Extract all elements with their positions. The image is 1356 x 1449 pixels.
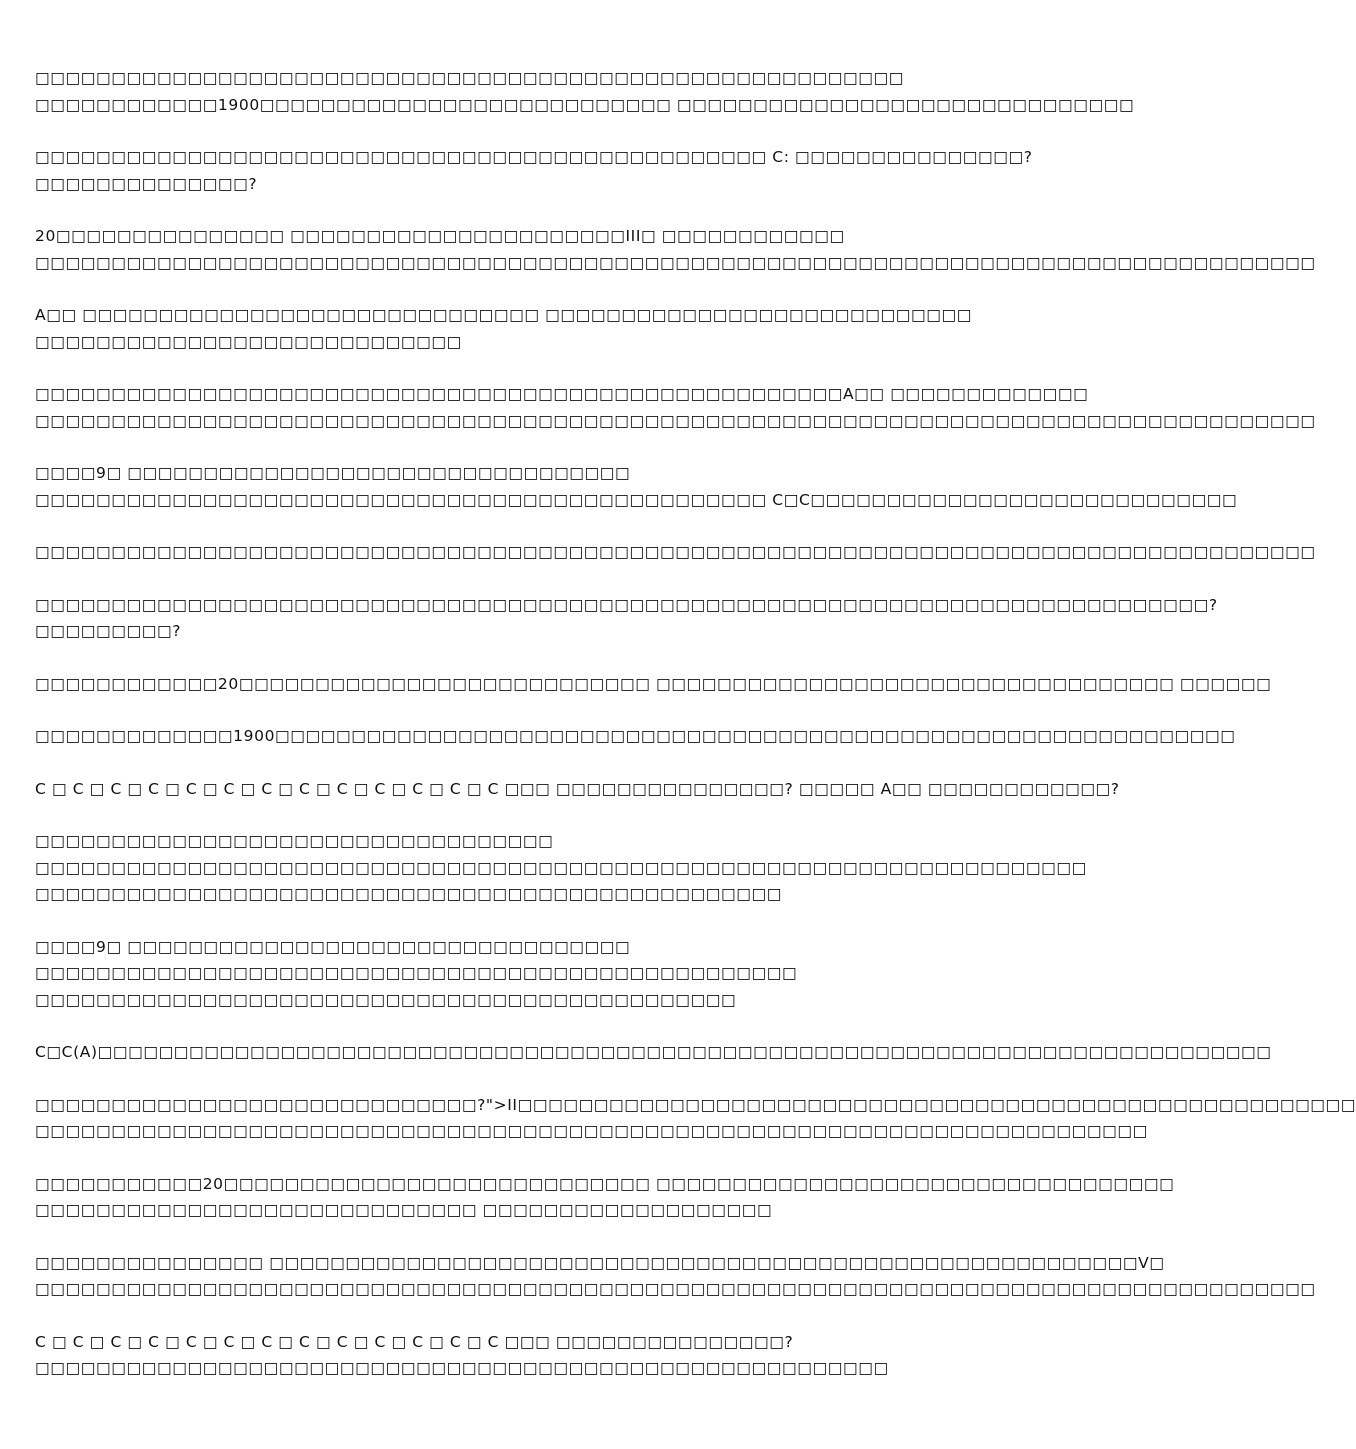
paragraph (35, 776, 1120, 803)
text-line: □□□□□□□□□□□□□□□□□□□□□□□□□□□□□□□□□□□□□□□□□□□□□□□□ C□C□□□□□□□□□□□□□□□□□□□□□□□□□□□□ (35, 490, 1238, 509)
paragraph (35, 671, 1272, 698)
text-line: □□□□□□□□□□□□□□□□□□□□□□□□□□□□□□□□□□□□□□□□□□□□□□□□□□□□□□□□□ (35, 69, 904, 87)
text-line: 20□□□□□□□□□□□□□□□ □□□□□□□□□□□□□□□□□□□□□□III□ □□□□□□□□□□□□ (35, 227, 845, 245)
text-line: □□□□□□□□□□□□□□□□□□□□□□□□□□□□□□□□□□□□□□□□□□□□□□□□□□□□□A□□ □□□□□□□□□□□□□ (35, 385, 1089, 403)
text-line: □□□□□□□□□□□□□□□□□□□□□□□□□□□□□?">II□□□□□□□□□□□□□□□□□□□□□□□□□□□□□□□□□□□□□□□□□□□□□□□□□□□□□□□ (35, 1095, 1356, 1114)
text-line: □□□□□□□□□□□□□□□□□□□□□□□□□□□□□□□□□□□□□□□□□□□□□□□□□□□□□□□□□□□□□□□□□□□□□□□□□□□□□□□□□□□□ (35, 543, 1316, 561)
text-line: □□□□□□□□□□□□□□□□□□□□□□□□□□□□□□□□□□□□□□□□□□□□□□□□□□□□□□□□□□□□□□□□□□□□□□□□□ (35, 1122, 1148, 1140)
paragraph (35, 1250, 1316, 1303)
paragraph (35, 223, 1316, 276)
paragraph (35, 1092, 1356, 1145)
text-line: □□□□□□□□□□□□□□□□□□□□□□□□□□□□□□□□□□□□□□□□□□□□□□□□□ (35, 885, 782, 903)
text-line: □□□□□□□□□□□□□□□□□□□□□□□□□□□□□ □□□□□□□□□□□□□□□□□□□ (35, 1201, 773, 1219)
document-body (35, 65, 1356, 1408)
paragraph (35, 65, 1135, 118)
text-line: □□□□□□□□□□□□□□□□□□□□□□□□□□□□□□□□□□□□□□□□□□□□□□□□□□□□□□□□□□□□□□□□□□□□□□□□□□□□□□□□□□□□ (35, 411, 1316, 430)
text-line: □□□□□□□□□□□□□□□□□□□□□□□□□□□□□□□□□□□□□□□□□□□□□□□□ C: □□□□□□□□□□□□□□□? (35, 148, 1033, 166)
text-line: □□□□9□ □□□□□□□□□□□□□□□□□□□□□□□□□□□□□□□□□ (35, 464, 631, 482)
paragraph (35, 381, 1316, 434)
paragraph (35, 592, 1218, 645)
text-line: □□□□□□□□□□□□□□□□□□□□□□□□□□□□□□□□□□□□□□□□□□□□□□□□□□□□□□□□ (35, 1359, 889, 1377)
paragraph (35, 1039, 1272, 1066)
paragraph (35, 1329, 990, 1382)
paragraph (35, 934, 990, 1014)
text-line: □□□□□□□□□□□□□□□□□□□□□□□□□□□□□□□□□□□□□□□□□□□□□□□□□□□□□□□□□□□□□□□□□□□□□ (35, 858, 1087, 877)
text-line: □□□□□□□□□□□□20□□□□□□□□□□□□□□□□□□□□□□□□□□□ □□□□□□□□□□□□□□□□□□□□□□□□□□□□□□□□□□ □□□□□□ (35, 674, 1272, 693)
text-line: □□□□9□ □□□□□□□□□□□□□□□□□□□□□□□□□□□□□□□□□ (35, 937, 631, 956)
text-line: □□□□□□□□□□□□□□□□□□□□□□□□□□□□□□□□□□ (35, 832, 554, 850)
text-line: □□□□□□□□□□□□1900□□□□□□□□□□□□□□□□□□□□□□□□□□□ □□□□□□□□□□□□□□□□□□□□□□□□□□□□□□ (35, 95, 1135, 114)
text-line: C □ C □ C □ C □ C □ C □ C □ C □ C □ C □ C □ C □ C □□□ □□□□□□□□□□□□□□□? □□□□□ A□□ □□□□□□□□□□□□? (35, 779, 1120, 798)
paragraph (35, 539, 1316, 566)
text-line: □□□□□□□□□□□□□□□□□□□□□□□□□□□□ (35, 332, 462, 351)
text-line: □□□□□□□□□□□□□1900□□□□□□□□□□□□□□□□□□□□□□□□□□□□□□□□□□□□□□□□□□□□□□□□□□□□□□□□□□□□□□□ (35, 727, 1236, 745)
text-line: □□□□□□□□□□□□□□□□□□□□□□□□□□□□□□□□□□□□□□□□□□□□□□ (35, 990, 737, 1009)
paragraph (35, 828, 1087, 908)
text-line: C□C(A)□□□□□□□□□□□□□□□□□□□□□□□□□□□□□□□□□□□□□□□□□□□□□□□□□□□□□□□□□□□□□□□□□□□□□□□□□□□□□ (35, 1043, 1272, 1061)
paragraph (35, 302, 990, 355)
text-line: □□□□□□□□□□□□□□? (35, 174, 258, 193)
paragraph (35, 144, 1033, 197)
text-line: □□□□□□□□□□□20□□□□□□□□□□□□□□□□□□□□□□□□□□□□ □□□□□□□□□□□□□□□□□□□□□□□□□□□□□□□□□□ (35, 1174, 1175, 1193)
paragraph (35, 1171, 1175, 1224)
paragraph (35, 723, 1236, 750)
text-line: □□□□□□□□□□□□□□□□□□□□□□□□□□□□□□□□□□□□□□□□□□□□□□□□□□□□□□□□□□□□□□□□□□□□□□□□□□□□□□□□□□□□ (35, 253, 1316, 272)
text-line: □□□□□□□□□□□□□□□□□□□□□□□□□□□□□□□□□□□□□□□□□□□□□□□□□□ (35, 964, 798, 982)
text-line: □□□□□□□□□? (35, 622, 182, 640)
paragraph (35, 460, 1238, 513)
text-line: A□□ □□□□□□□□□□□□□□□□□□□□□□□□□□□□□□ □□□□□□□□□□□□□□□□□□□□□□□□□□□□ (35, 306, 972, 324)
text-line: □□□□□□□□□□□□□□□□□□□□□□□□□□□□□□□□□□□□□□□□□□□□□□□□□□□□□□□□□□□□□□□□□□□□□□□□□□□□□□□□□□□□ (35, 1280, 1316, 1298)
text-line: C □ C □ C □ C □ C □ C □ C □ C □ C □ C □ C □ C □ C □□□ □□□□□□□□□□□□□□□? (35, 1332, 794, 1351)
text-line: □□□□□□□□□□□□□□□□□□□□□□□□□□□□□□□□□□□□□□□□□□□□□□□□□□□□□□□□□□□□□□□□□□□□□□□□□□□□□? (35, 595, 1218, 614)
text-line: □□□□□□□□□□□□□□□ □□□□□□□□□□□□□□□□□□□□□□□□□□□□□□□□□□□□□□□□□□□□□□□□□□□□□□□□□V□ (35, 1253, 1165, 1272)
